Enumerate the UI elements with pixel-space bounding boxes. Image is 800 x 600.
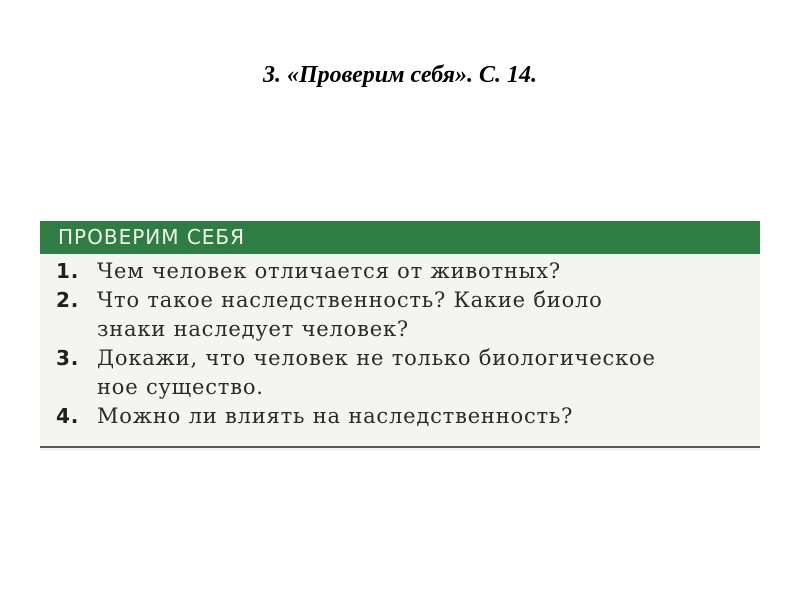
question-2-continuation bbox=[40, 315, 760, 344]
question-number: 2. bbox=[56, 288, 80, 312]
question-1 bbox=[40, 257, 760, 286]
section-header bbox=[40, 221, 760, 254]
question-3-continuation bbox=[40, 373, 760, 402]
section-header-label: ПРОВЕРИМ СЕБЯ bbox=[58, 225, 246, 249]
bottom-divider bbox=[40, 446, 760, 448]
slide-title: 3. «Проверим себя». С. 14. bbox=[263, 62, 537, 88]
question-2 bbox=[40, 286, 760, 315]
question-text: Чем человек отличается от животных? bbox=[97, 259, 561, 283]
question-3 bbox=[40, 344, 760, 373]
question-text: Что такое наследственность? Какие биоло bbox=[97, 288, 603, 312]
question-number: 1. bbox=[56, 259, 80, 283]
question-text: ное существо. bbox=[97, 375, 264, 399]
question-text: Докажи, что человек не только биологическое bbox=[97, 346, 656, 370]
textbook-scan bbox=[40, 221, 760, 451]
question-text: знаки наследует человек? bbox=[97, 317, 409, 341]
question-number: 3. bbox=[56, 346, 80, 370]
question-list bbox=[40, 257, 760, 431]
question-4 bbox=[40, 402, 760, 431]
question-text: Можно ли влиять на наследственность? bbox=[97, 404, 574, 428]
question-number: 4. bbox=[56, 404, 80, 428]
